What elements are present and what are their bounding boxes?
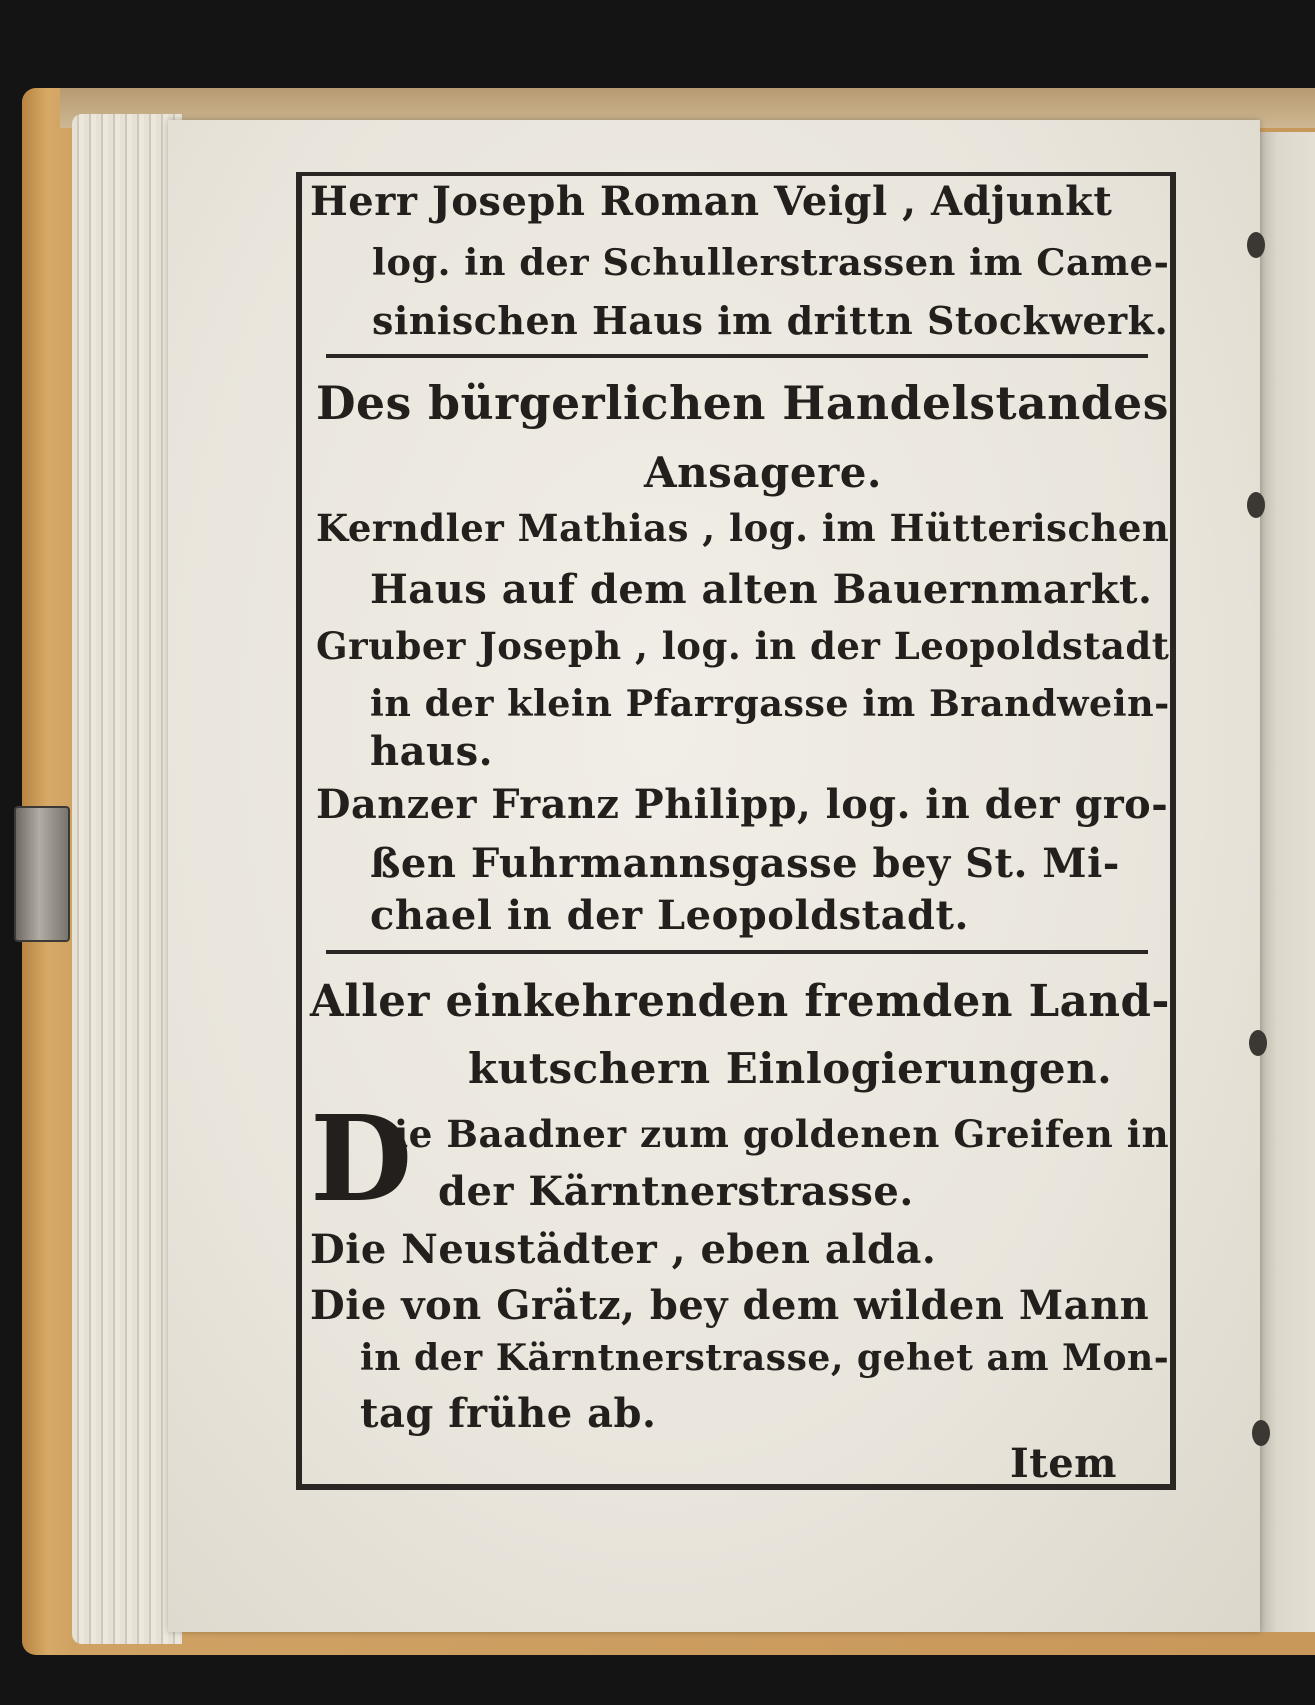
entry-line: log. in der Schullerstrassen im Came- bbox=[372, 240, 1170, 284]
entry-line: chael in der Leopoldstadt. bbox=[370, 892, 969, 939]
entry-line: haus. bbox=[370, 728, 494, 775]
entry-line: sinischen Haus im drittn Stockwerk. bbox=[372, 298, 1169, 343]
section-heading: Des bürgerlichen Handelstandes bbox=[316, 376, 1169, 430]
section-subheading: Ansagere. bbox=[644, 448, 883, 497]
entry-line: Kerndler Mathias , log. im Hütterischen bbox=[316, 506, 1170, 550]
entry-line: Danzer Franz Philipp, log. in der gro- bbox=[316, 782, 1169, 828]
entry-line: in der klein Pfarrgasse im Brandwein- bbox=[370, 682, 1170, 725]
entry-line: der Kärntnerstrasse. bbox=[438, 1168, 914, 1215]
entry-line: Die Neustädter , eben alda. bbox=[310, 1226, 937, 1273]
entry-line: Herr Joseph Roman Veigl , Adjunkt bbox=[310, 178, 1113, 225]
entry-line: in der Kärntnerstrasse, gehet am Mon- bbox=[360, 1336, 1170, 1379]
section-heading: Aller einkehrenden fremden Land- bbox=[310, 976, 1170, 1027]
section-subheading: kutschern Einlogierungen. bbox=[468, 1044, 1113, 1093]
entry-line: ie Baadner zum goldenen Greifen in bbox=[394, 1112, 1170, 1156]
drop-cap-initial: D bbox=[310, 1089, 413, 1228]
entry-line: Gruber Joseph , log. in der Leopoldstadt bbox=[316, 624, 1170, 668]
entry-line: Haus auf dem alten Bauernmarkt. bbox=[370, 566, 1153, 613]
entry-line: Die von Grätz, bey dem wilden Mann bbox=[310, 1282, 1150, 1329]
entry-line: tag frühe ab. bbox=[360, 1390, 657, 1437]
entry-line: ßen Fuhrmannsgasse bey St. Mi- bbox=[370, 840, 1120, 887]
catchword: Item bbox=[1010, 1440, 1117, 1487]
